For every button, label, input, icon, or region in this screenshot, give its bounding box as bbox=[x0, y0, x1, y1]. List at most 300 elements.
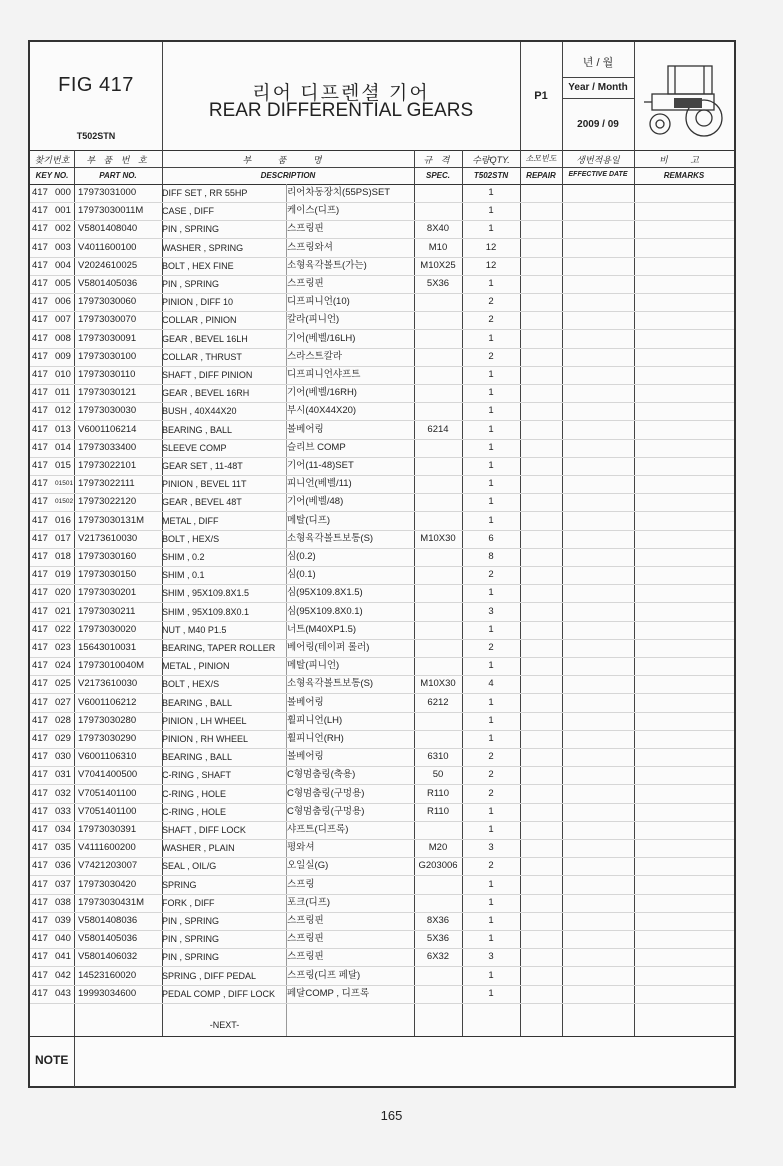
description-ko: 기어(베벨/48) bbox=[287, 496, 344, 508]
key-number: 003 bbox=[55, 241, 71, 253]
description-en: SEAL , OIL/G bbox=[162, 861, 217, 872]
description-en: SHAFT , DIFF PINION bbox=[162, 370, 253, 380]
table-row bbox=[30, 912, 734, 931]
part-number: 17973030280 bbox=[78, 714, 137, 726]
spec-value: 50 bbox=[432, 769, 444, 781]
part-number: V2173610030 bbox=[78, 678, 138, 690]
key-number: 001 bbox=[55, 205, 71, 217]
description-ko: 부시(40X44X20) bbox=[287, 405, 357, 417]
table-row bbox=[30, 694, 734, 713]
part-number: 17973030011M bbox=[78, 205, 144, 217]
key-number: 038 bbox=[55, 896, 71, 908]
key-number: 008 bbox=[55, 332, 71, 344]
fig-cell-value: 417 bbox=[32, 787, 48, 799]
table-row bbox=[30, 712, 734, 731]
qty-value: 3 bbox=[488, 605, 494, 617]
fig-cell-value: 417 bbox=[32, 496, 48, 508]
fig-cell-value: 417 bbox=[32, 296, 48, 308]
part-number: V4011600100 bbox=[78, 241, 137, 253]
key-number: 011 bbox=[55, 387, 71, 399]
table-row bbox=[30, 621, 734, 640]
description-ko: 휠피니언(RH) bbox=[287, 733, 344, 744]
description-en: SHIM , 95X109.8X0.1 bbox=[162, 606, 250, 617]
qty-value: 1 bbox=[488, 733, 494, 744]
qty-value: 1 bbox=[488, 623, 494, 635]
spec-value: 8X40 bbox=[426, 223, 450, 235]
key-number: 024 bbox=[55, 660, 71, 672]
key-number: 033 bbox=[55, 805, 71, 817]
part-number: V7051401100 bbox=[78, 805, 137, 817]
part-number: V7421203007 bbox=[78, 860, 138, 872]
qty-value: 1 bbox=[488, 441, 494, 453]
part-number: V5801408036 bbox=[78, 915, 138, 926]
fig-cell-value: 417 bbox=[32, 332, 48, 344]
col-key: 찾기번호 KEY NO. bbox=[30, 150, 74, 184]
spec-value: 8X36 bbox=[426, 915, 450, 926]
next-label: -NEXT- bbox=[209, 1020, 240, 1030]
description-en: BOLT , HEX/S bbox=[162, 679, 220, 690]
table-row bbox=[30, 475, 734, 494]
table-row bbox=[30, 275, 734, 294]
description-en: C-RING , HOLE bbox=[162, 806, 227, 817]
table-row bbox=[30, 766, 734, 785]
qty-value: 1 bbox=[488, 987, 494, 999]
key-number: 002 bbox=[55, 223, 71, 235]
qty-value: 1 bbox=[488, 933, 494, 945]
table-row bbox=[30, 220, 734, 239]
fig-cell-value: 417 bbox=[32, 623, 48, 635]
key-number: 017 bbox=[55, 532, 71, 544]
description-en: BUSH , 40X44X20 bbox=[162, 406, 237, 417]
description-en: METAL , PINION bbox=[162, 661, 230, 672]
part-number: 17973031000 bbox=[78, 187, 137, 198]
table-row bbox=[30, 730, 734, 749]
fig-cell-value: 417 bbox=[32, 896, 48, 908]
key-number: 042 bbox=[55, 969, 71, 981]
page-number: 165 bbox=[380, 1108, 403, 1123]
fig-cell-value: 417 bbox=[32, 569, 48, 581]
spec-value: 6212 bbox=[427, 696, 449, 708]
qty-value: 1 bbox=[488, 478, 494, 490]
description-ko: 피니언(베벨/11) bbox=[287, 478, 352, 490]
table-row bbox=[30, 785, 734, 804]
description-en: PIN , SPRING bbox=[162, 916, 220, 926]
qty-value: 1 bbox=[488, 660, 494, 672]
part-number: 17973030100 bbox=[78, 350, 137, 362]
description-en: SHAFT , DIFF LOCK bbox=[162, 825, 246, 835]
qty-value: 1 bbox=[488, 423, 494, 435]
part-number: 17973030131M bbox=[78, 514, 145, 526]
description-en: BOLT , HEX/S bbox=[162, 533, 220, 544]
description-en: PIN , SPRING bbox=[162, 934, 220, 945]
table-row bbox=[30, 402, 734, 421]
col-repair: 소모빈도 REPAIR bbox=[520, 150, 562, 184]
qty-value: 1 bbox=[488, 278, 494, 289]
col-spec: 규 격 SPEC. bbox=[414, 150, 462, 184]
qty-value: 2 bbox=[488, 860, 494, 872]
description-ko: 소형육각볼트보통(S) bbox=[287, 532, 374, 544]
part-number: 19993034600 bbox=[78, 987, 137, 999]
part-number: 17973022101 bbox=[78, 460, 137, 471]
fig-cell-value: 417 bbox=[32, 696, 48, 708]
table-row bbox=[30, 530, 734, 549]
qty-value: 1 bbox=[488, 824, 494, 835]
description-ko: 메탈(피니언) bbox=[287, 660, 340, 672]
table-row bbox=[30, 839, 734, 858]
qty-value: 1 bbox=[488, 915, 494, 926]
qty-value: 1 bbox=[488, 805, 494, 817]
description-ko: 스프링핀 bbox=[287, 933, 324, 945]
fig-cell-value: 417 bbox=[32, 369, 48, 380]
table-row bbox=[30, 876, 734, 895]
fig-cell-value: 417 bbox=[32, 187, 48, 198]
part-number: V7041400500 bbox=[78, 769, 138, 781]
description-en: SPRING bbox=[162, 879, 197, 890]
qty-value: 3 bbox=[488, 951, 494, 963]
part-number: 15643010031 bbox=[78, 642, 137, 653]
qty-value: 1 bbox=[488, 205, 494, 217]
description-en: PINION , BEVEL 11T bbox=[162, 479, 247, 490]
description-ko: 기어(11-48)SET bbox=[287, 460, 354, 471]
fig-cell-value: 417 bbox=[32, 259, 48, 271]
description-ko: 슬리브 COMP bbox=[287, 441, 346, 453]
fig-cell-value: 417 bbox=[32, 405, 48, 417]
description-ko: 베어링(테이퍼 롤러) bbox=[287, 642, 370, 653]
spec-value: M10X30 bbox=[420, 532, 456, 544]
table-row bbox=[30, 457, 734, 476]
description-ko: 휠피니언(LH) bbox=[287, 714, 343, 726]
description-ko: 볼베어링 bbox=[287, 423, 324, 435]
part-number: 17973030290 bbox=[78, 733, 137, 744]
description-en: BEARING , BALL bbox=[162, 697, 233, 708]
qty-value: 1 bbox=[488, 878, 494, 890]
table-row bbox=[30, 566, 734, 585]
table-row bbox=[30, 657, 734, 676]
table-row bbox=[30, 439, 734, 458]
key-number: 006 bbox=[55, 296, 71, 308]
fig-cell-value: 417 bbox=[32, 878, 48, 890]
qty-value: 1 bbox=[488, 187, 494, 198]
fig-number: FIG 417 bbox=[58, 74, 134, 96]
table-row bbox=[30, 493, 734, 512]
table-row bbox=[30, 894, 734, 913]
key-number: 012 bbox=[55, 405, 71, 417]
key-number: 039 bbox=[55, 915, 71, 926]
header-block bbox=[30, 42, 734, 151]
description-en: COLLAR , PINION bbox=[162, 315, 237, 326]
key-number: 009 bbox=[55, 350, 71, 362]
description-en: PIN , SPRING bbox=[162, 224, 220, 235]
table-row bbox=[30, 384, 734, 403]
fig-cell-value: 417 bbox=[32, 605, 48, 617]
description-en: GEAR SET , 11-48T bbox=[162, 461, 243, 471]
key-number: 016 bbox=[55, 514, 71, 526]
table-row bbox=[30, 639, 734, 658]
description-ko: 케이스(디프) bbox=[287, 205, 340, 217]
description-ko: 소형육각볼트(가는) bbox=[287, 259, 367, 271]
part-number: V5801405036 bbox=[78, 933, 138, 945]
spec-value: M10 bbox=[428, 241, 448, 253]
key-number: 041 bbox=[55, 951, 71, 963]
part-number: 17973030091 bbox=[78, 332, 137, 344]
description-en: PEDAL COMP , DIFF LOCK bbox=[162, 988, 276, 999]
note-row bbox=[30, 1036, 734, 1087]
part-number: V4111600200 bbox=[78, 842, 136, 854]
title-cell bbox=[162, 42, 520, 150]
part-number: 17973030201 bbox=[78, 587, 137, 599]
key-number: 021 bbox=[55, 605, 71, 617]
spec-value: R110 bbox=[426, 787, 449, 799]
key-number: 031 bbox=[55, 769, 71, 781]
part-number: 17973030070 bbox=[78, 314, 137, 326]
table-row bbox=[30, 821, 734, 840]
part-number: 14523160020 bbox=[78, 969, 137, 981]
qty-value: 1 bbox=[488, 405, 494, 417]
fig-cell-value: 417 bbox=[32, 987, 48, 999]
qty-value: 12 bbox=[485, 259, 497, 271]
description-en: SHIM , 0.2 bbox=[162, 552, 205, 562]
part-number: 17973030150 bbox=[78, 569, 137, 581]
description-ko: 칼라(피니언) bbox=[287, 314, 340, 326]
parts-sheet bbox=[28, 40, 736, 1088]
description-ko: 심(0.1) bbox=[287, 569, 316, 581]
fig-cell-value: 417 bbox=[32, 205, 48, 217]
description-en: BEARING , BALL bbox=[162, 752, 233, 763]
qty-value: 1 bbox=[488, 460, 494, 471]
description-en: BEARING, TAPER ROLLER bbox=[162, 643, 276, 653]
spec-value: R110 bbox=[426, 805, 449, 817]
qty-value: 2 bbox=[488, 787, 494, 799]
key-number: 015 bbox=[55, 460, 71, 471]
fig-cell-value: 417 bbox=[32, 860, 48, 872]
description-en: NUT , M40 P1.5 bbox=[162, 624, 227, 635]
key-number: 000 bbox=[55, 187, 71, 198]
col-description: 부 품 명 DESCRIPTION bbox=[162, 150, 414, 184]
description-ko: 리어차동장치(55PS)SET bbox=[287, 187, 391, 198]
description-en: SHIM , 0.1 bbox=[162, 570, 205, 581]
key-number: 019 bbox=[55, 569, 71, 581]
spec-value: M10X25 bbox=[420, 259, 456, 271]
model-code: T502STN bbox=[76, 131, 116, 141]
key-number: 018 bbox=[55, 551, 71, 562]
table-row bbox=[30, 330, 734, 349]
key-number: 005 bbox=[55, 278, 71, 289]
qty-value: 2 bbox=[488, 769, 494, 781]
description-en: SHIM , 95X109.8X1.5 bbox=[162, 588, 250, 599]
key-number: 004 bbox=[55, 259, 71, 271]
description-ko: C형멈춤링(구멍용) bbox=[287, 805, 365, 817]
year-month-english: Year / Month bbox=[562, 77, 634, 99]
description-en: COLLAR , THRUST bbox=[162, 351, 242, 362]
table-row bbox=[30, 967, 734, 986]
description-ko: 심(95X109.8X0.1) bbox=[287, 605, 363, 617]
fig-cell-value: 417 bbox=[32, 460, 48, 471]
table-row bbox=[30, 948, 734, 967]
description-en: FORK , DIFF bbox=[162, 897, 215, 908]
part-number: V5801406032 bbox=[78, 951, 138, 963]
description-en: GEAR , BEVEL 16RH bbox=[162, 388, 250, 399]
description-ko: 메탈(디프) bbox=[287, 514, 331, 526]
table-row bbox=[30, 512, 734, 531]
description-ko: 스프링핀 bbox=[287, 951, 324, 963]
fig-cell-value: 417 bbox=[32, 278, 48, 289]
part-number: V6001106310 bbox=[78, 751, 137, 763]
table-row bbox=[30, 311, 734, 330]
fig-cell-value: 417 bbox=[32, 933, 48, 945]
qty-value: 2 bbox=[488, 350, 494, 362]
description-ko: 포크(디프) bbox=[287, 896, 331, 908]
year-month-cell bbox=[562, 42, 634, 150]
fig-cell-value: 417 bbox=[32, 824, 48, 835]
fig-cell-value: 417 bbox=[32, 223, 48, 235]
description-ko: 디프피니언샤프트 bbox=[287, 369, 361, 380]
qty-value: 1 bbox=[488, 223, 494, 235]
part-number: 17973030431M bbox=[78, 896, 145, 908]
qty-value: 1 bbox=[488, 514, 494, 526]
description-en: WASHER , PLAIN bbox=[162, 843, 235, 854]
description-en: PINION , LH WHEEL bbox=[162, 715, 247, 726]
description-ko: 볼베어링 bbox=[287, 696, 324, 708]
qty-value: 2 bbox=[488, 314, 494, 326]
fig-cell-value: 417 bbox=[32, 751, 48, 763]
tractor-icon bbox=[634, 42, 734, 150]
part-number: 17973022120 bbox=[78, 496, 137, 508]
description-ko: 심(95X109.8X1.5) bbox=[287, 587, 363, 599]
qty-value: 4 bbox=[488, 678, 494, 690]
part-number: 17973010040M bbox=[78, 660, 145, 672]
fig-cell-value: 417 bbox=[32, 514, 48, 526]
col-effective-date: 생번적용일 EFFECTIVE DATE bbox=[562, 150, 634, 184]
fig-cell-value: 417 bbox=[32, 350, 48, 362]
description-ko: 오일실(G) bbox=[287, 860, 329, 872]
key-number: 034 bbox=[55, 824, 71, 835]
table-row bbox=[30, 857, 734, 876]
fig-cell-value: 417 bbox=[32, 805, 48, 817]
fig-cell-value: 417 bbox=[32, 915, 48, 926]
fig-cell-value: 417 bbox=[32, 423, 48, 435]
year-month-value: 2009 / 09 bbox=[577, 119, 619, 130]
description-en: PINION , RH WHEEL bbox=[162, 734, 249, 744]
description-en: C-RING , SHAFT bbox=[162, 770, 231, 781]
part-number: 17973030020 bbox=[78, 623, 137, 635]
title-english: REAR DIFFERENTIAL GEARS bbox=[208, 100, 474, 121]
table-row bbox=[30, 603, 734, 622]
part-number: V6001106214 bbox=[78, 423, 137, 435]
qty-value: 12 bbox=[485, 241, 497, 253]
fig-cell-value: 417 bbox=[32, 642, 48, 653]
fig-cell-value: 417 bbox=[32, 733, 48, 744]
description-ko: 샤프트(디프록) bbox=[287, 824, 349, 835]
part-number: V5801408040 bbox=[78, 223, 138, 235]
description-ko: 페달COMP , 디프록 bbox=[287, 987, 370, 999]
description-en: PINION , DIFF 10 bbox=[162, 297, 234, 308]
qty-value: 1 bbox=[488, 496, 494, 508]
table-row bbox=[30, 675, 734, 694]
qty-value: 1 bbox=[488, 896, 494, 908]
table-row bbox=[30, 930, 734, 949]
description-ko: 스프링핀 bbox=[287, 223, 324, 235]
qty-value: 1 bbox=[488, 696, 494, 708]
fig-cell-value: 417 bbox=[32, 241, 48, 253]
key-number: 010 bbox=[55, 369, 71, 380]
qty-value: 1 bbox=[488, 332, 494, 344]
part-number: V6001106212 bbox=[78, 696, 137, 708]
key-number: 028 bbox=[55, 714, 71, 726]
key-number: 020 bbox=[55, 587, 71, 599]
description-en: WASHER , SPRING bbox=[162, 242, 244, 253]
fig-cell-value: 417 bbox=[32, 951, 48, 963]
description-ko: 스프링(디프 페달) bbox=[287, 969, 361, 981]
spec-value: G203006 bbox=[418, 860, 458, 872]
table-row bbox=[30, 348, 734, 367]
description-ko: 기어(베벨/16LH) bbox=[287, 332, 356, 344]
key-number: 027 bbox=[55, 696, 71, 708]
table-row bbox=[30, 257, 734, 276]
part-number: 17973030110 bbox=[78, 369, 136, 380]
spec-value: M20 bbox=[428, 842, 448, 854]
description-ko: 너트(M40XP1.5) bbox=[287, 623, 357, 635]
part-number: 17973030121 bbox=[78, 387, 137, 399]
part-number: 17973030211 bbox=[78, 605, 136, 617]
description-ko: 스프링 bbox=[287, 878, 315, 890]
key-number: 007 bbox=[55, 314, 71, 326]
qty-value: 1 bbox=[488, 387, 494, 399]
key-number: 035 bbox=[55, 842, 71, 854]
part-number: 17973033400 bbox=[78, 441, 137, 453]
part-number: 17973030060 bbox=[78, 296, 137, 308]
spec-value: 6X32 bbox=[426, 951, 450, 963]
fig-cell-value: 417 bbox=[32, 678, 48, 690]
key-number: 013 bbox=[55, 423, 71, 435]
key-number: 029 bbox=[55, 733, 71, 744]
description-en: DIFF SET , RR 55HP bbox=[162, 188, 248, 198]
description-ko: 소형육각볼트보통(S) bbox=[287, 678, 374, 690]
spec-value: 6214 bbox=[427, 423, 449, 435]
table-row bbox=[30, 748, 734, 767]
description-en: C-RING , HOLE bbox=[162, 788, 227, 799]
qty-value: 3 bbox=[488, 842, 494, 854]
part-number: V7051401100 bbox=[78, 787, 137, 799]
part-number: 17973030391 bbox=[78, 824, 137, 835]
description-ko: 스라스트칼라 bbox=[287, 350, 343, 362]
table-row bbox=[30, 803, 734, 822]
table-row bbox=[30, 584, 734, 603]
table-row bbox=[30, 239, 734, 258]
fig-cell-value: 417 bbox=[32, 551, 48, 562]
key-number: 037 bbox=[55, 878, 71, 890]
description-en: GEAR , BEVEL 16LH bbox=[162, 333, 248, 344]
qty-value: 1 bbox=[488, 714, 494, 726]
table-row bbox=[30, 184, 734, 203]
key-number: 023 bbox=[55, 642, 71, 653]
description-ko: 스프링핀 bbox=[287, 278, 324, 289]
description-ko: C형멈춤링(구멍용) bbox=[287, 787, 365, 799]
table-row bbox=[30, 985, 734, 1004]
part-number: 17973022111 bbox=[78, 478, 135, 490]
spec-value: 6310 bbox=[427, 751, 449, 763]
description-ko: C형멈춤링(축용) bbox=[287, 769, 356, 781]
column-header-row bbox=[30, 150, 734, 185]
key-number: 01502 bbox=[55, 498, 74, 506]
fig-cell-value: 417 bbox=[32, 714, 48, 726]
key-number: 014 bbox=[55, 441, 71, 453]
description-en: PIN , SPRING bbox=[162, 952, 220, 963]
key-number: 025 bbox=[55, 678, 71, 690]
description-en: METAL , DIFF bbox=[162, 515, 219, 526]
fig-cell-value: 417 bbox=[32, 842, 48, 854]
table-row bbox=[30, 293, 734, 312]
description-en: PIN , SPRING bbox=[162, 279, 220, 289]
